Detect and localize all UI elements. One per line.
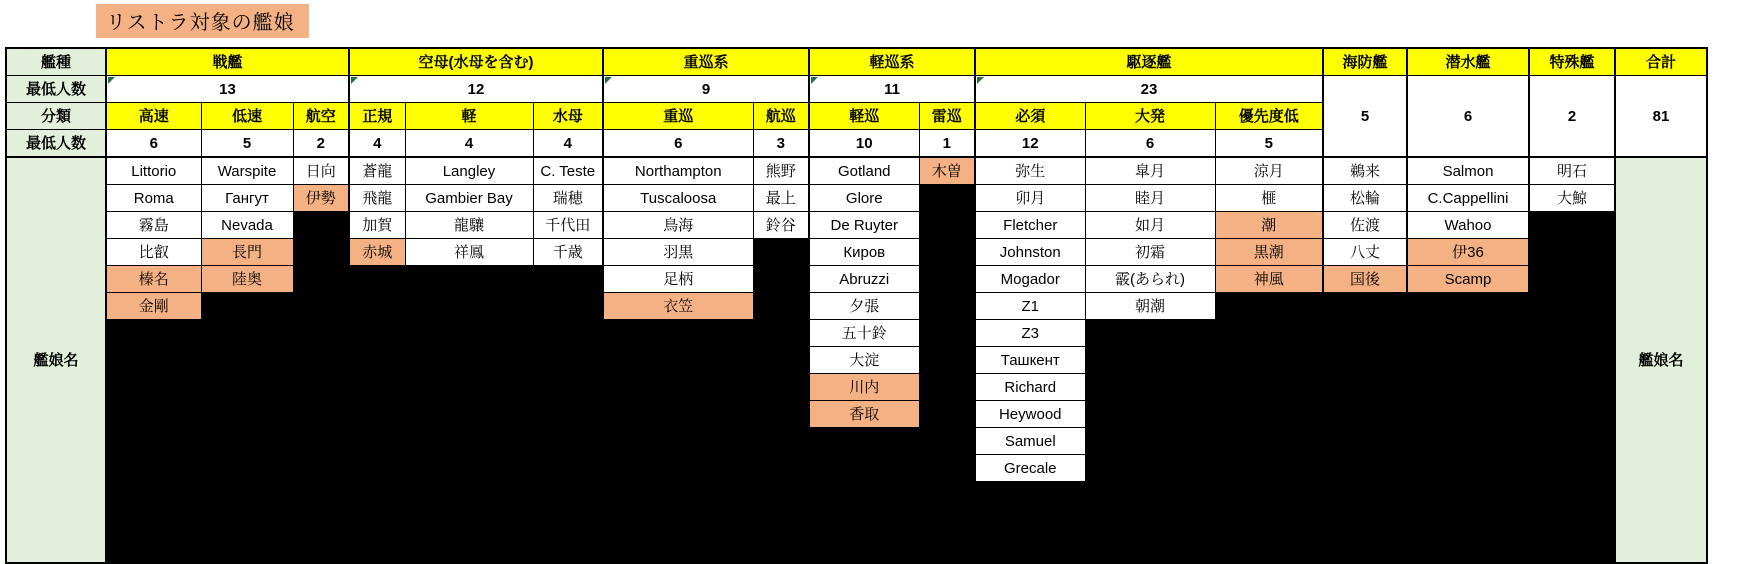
empty-cell-seiki[interactable] <box>349 455 405 482</box>
class-header-seiki[interactable]: 正規 <box>349 103 405 130</box>
empty-cell-kosoku[interactable] <box>106 509 201 536</box>
ship-cell-kojun[interactable]: 鈴谷 <box>753 212 809 239</box>
ship-cell-sensuikan[interactable]: C.Cappellini <box>1407 185 1529 212</box>
empty-cell-kosoku[interactable] <box>106 428 201 455</box>
empty-cell-teisoku[interactable] <box>201 347 293 374</box>
group-header-kaibokan[interactable]: 海防艦 <box>1323 48 1407 76</box>
empty-cell-kei[interactable] <box>405 536 533 564</box>
empty-cell-yusendo-tei[interactable] <box>1215 428 1323 455</box>
empty-cell-jujun[interactable] <box>603 482 753 509</box>
empty-cell-kojun[interactable] <box>753 536 809 564</box>
empty-cell-kaibokan[interactable] <box>1323 320 1407 347</box>
ship-cell-daihatsu[interactable]: 初霜 <box>1085 239 1215 266</box>
empty-cell-jujun[interactable] <box>603 347 753 374</box>
empty-cell-tokushukan[interactable] <box>1529 401 1615 428</box>
ship-cell-kei[interactable]: 龍驤 <box>405 212 533 239</box>
empty-cell-koku[interactable] <box>293 266 349 293</box>
empty-cell-jujun[interactable] <box>603 374 753 401</box>
ship-cell-hissu[interactable]: Johnston <box>975 239 1085 266</box>
ship-cell-seiki[interactable]: 飛龍 <box>349 185 405 212</box>
group-header-kuchikukan[interactable]: 駆逐艦 <box>975 48 1323 76</box>
empty-cell-sensuikan[interactable] <box>1407 320 1529 347</box>
empty-cell-yusendo-tei[interactable] <box>1215 455 1323 482</box>
class-min-teisoku[interactable]: 5 <box>201 130 293 158</box>
empty-cell-kosoku[interactable] <box>106 536 201 564</box>
empty-cell-kaibokan[interactable] <box>1323 482 1407 509</box>
empty-cell-suibo[interactable] <box>533 293 603 320</box>
empty-cell-suibo[interactable] <box>533 509 603 536</box>
class-header-kojun[interactable]: 航巡 <box>753 103 809 130</box>
ship-cell-sensuikan[interactable]: Wahoo <box>1407 212 1529 239</box>
empty-cell-seiki[interactable] <box>349 401 405 428</box>
group-min-keijun-kei[interactable]: 11 <box>809 76 975 103</box>
empty-cell-kei[interactable] <box>405 266 533 293</box>
group-header-keijun-kei[interactable]: 軽巡系 <box>809 48 975 76</box>
empty-cell-suibo[interactable] <box>533 374 603 401</box>
empty-cell-hissu[interactable] <box>975 509 1085 536</box>
ship-cell-koku[interactable]: 日向 <box>293 157 349 185</box>
empty-cell-seiki[interactable] <box>349 293 405 320</box>
empty-cell-yusendo-tei[interactable] <box>1215 320 1323 347</box>
table-body <box>6 157 1707 563</box>
empty-cell-kei[interactable] <box>405 374 533 401</box>
class-header-hissu[interactable]: 必須 <box>975 103 1085 130</box>
empty-cell-suibo[interactable] <box>533 266 603 293</box>
empty-cell-suibo[interactable] <box>533 482 603 509</box>
empty-cell-yusendo-tei[interactable] <box>1215 401 1323 428</box>
group-min-senkan[interactable]: 13 <box>106 76 349 103</box>
empty-cell-daihatsu[interactable] <box>1085 455 1215 482</box>
group-min-gokei[interactable]: 81 <box>1615 76 1707 158</box>
empty-cell-kosoku[interactable] <box>106 374 201 401</box>
ship-cell-sensuikan[interactable]: 伊36 <box>1407 239 1529 266</box>
empty-cell-seiki[interactable] <box>349 536 405 564</box>
ship-cell-hissu[interactable]: Samuel <box>975 428 1085 455</box>
class-min-daihatsu[interactable]: 6 <box>1085 130 1215 158</box>
ship-cell-hissu[interactable]: Ташкент <box>975 347 1085 374</box>
empty-cell-kaibokan[interactable] <box>1323 455 1407 482</box>
empty-cell-raijun[interactable] <box>919 185 975 212</box>
class-min-keijun[interactable]: 10 <box>809 130 919 158</box>
empty-cell-sensuikan[interactable] <box>1407 347 1529 374</box>
class-min-hissu[interactable]: 12 <box>975 130 1085 158</box>
ship-cell-sensuikan[interactable]: Salmon <box>1407 157 1529 185</box>
empty-cell-yusendo-tei[interactable] <box>1215 509 1323 536</box>
empty-cell-yusendo-tei[interactable] <box>1215 374 1323 401</box>
empty-cell-koku[interactable] <box>293 239 349 266</box>
empty-cell-kaibokan[interactable] <box>1323 536 1407 564</box>
empty-cell-koku[interactable] <box>293 455 349 482</box>
empty-cell-teisoku[interactable] <box>201 374 293 401</box>
group-header-kubo[interactable]: 空母(水母を含む) <box>349 48 603 76</box>
empty-cell-teisoku[interactable] <box>201 536 293 564</box>
class-header-daihatsu[interactable]: 大発 <box>1085 103 1215 130</box>
empty-cell-daihatsu[interactable] <box>1085 509 1215 536</box>
ship-cell-jujun[interactable]: 羽黒 <box>603 239 753 266</box>
empty-cell-raijun[interactable] <box>919 482 975 509</box>
ship-cell-suibo[interactable]: 千代田 <box>533 212 603 239</box>
ship-cell-daihatsu[interactable]: 霰(あられ) <box>1085 266 1215 293</box>
ship-cell-kei[interactable]: Langley <box>405 157 533 185</box>
empty-cell-sensuikan[interactable] <box>1407 401 1529 428</box>
empty-cell-jujun[interactable] <box>603 320 753 347</box>
empty-cell-kaibokan[interactable] <box>1323 293 1407 320</box>
row-label-classification[interactable]: 分類 <box>6 103 106 130</box>
ship-cell-yusendo-tei[interactable]: 黒潮 <box>1215 239 1323 266</box>
class-min-koku[interactable]: 2 <box>293 130 349 158</box>
class-min-suibo[interactable]: 4 <box>533 130 603 158</box>
ship-cell-daihatsu[interactable]: 朝潮 <box>1085 293 1215 320</box>
empty-cell-kosoku[interactable] <box>106 455 201 482</box>
row-label-min-count-2[interactable]: 最低人数 <box>6 130 106 158</box>
empty-cell-tokushukan[interactable] <box>1529 536 1615 564</box>
empty-cell-koku[interactable] <box>293 374 349 401</box>
empty-cell-keijun[interactable] <box>809 509 919 536</box>
group-min-sensuikan[interactable]: 6 <box>1407 76 1529 158</box>
class-min-raijun[interactable]: 1 <box>919 130 975 158</box>
empty-cell-suibo[interactable] <box>533 401 603 428</box>
empty-cell-kojun[interactable] <box>753 401 809 428</box>
empty-cell-teisoku[interactable] <box>201 509 293 536</box>
ship-cell-daihatsu[interactable]: 睦月 <box>1085 185 1215 212</box>
empty-cell-kojun[interactable] <box>753 428 809 455</box>
empty-cell-daihatsu[interactable] <box>1085 401 1215 428</box>
empty-cell-tokushukan[interactable] <box>1529 212 1615 239</box>
empty-cell-tokushukan[interactable] <box>1529 374 1615 401</box>
row-label-min-count-1[interactable]: 最低人数 <box>6 76 106 103</box>
ship-cell-hissu[interactable]: Z3 <box>975 320 1085 347</box>
empty-cell-kojun[interactable] <box>753 320 809 347</box>
empty-cell-yusendo-tei[interactable] <box>1215 293 1323 320</box>
group-header-tokushukan[interactable]: 特殊艦 <box>1529 48 1615 76</box>
empty-cell-teisoku[interactable] <box>201 320 293 347</box>
empty-cell-teisoku[interactable] <box>201 401 293 428</box>
empty-cell-koku[interactable] <box>293 320 349 347</box>
empty-cell-daihatsu[interactable] <box>1085 482 1215 509</box>
ship-cell-kaibokan[interactable]: 佐渡 <box>1323 212 1407 239</box>
ship-cell-kojun[interactable]: 最上 <box>753 185 809 212</box>
empty-cell-koku[interactable] <box>293 347 349 374</box>
class-header-kosoku[interactable]: 高速 <box>106 103 201 130</box>
ship-cell-sensuikan[interactable]: Scamp <box>1407 266 1529 293</box>
empty-cell-teisoku[interactable] <box>201 455 293 482</box>
empty-cell-tokushukan[interactable] <box>1529 509 1615 536</box>
empty-cell-kosoku[interactable] <box>106 482 201 509</box>
empty-cell-kosoku[interactable] <box>106 320 201 347</box>
class-header-keijun[interactable]: 軽巡 <box>809 103 919 130</box>
empty-cell-daihatsu[interactable] <box>1085 428 1215 455</box>
empty-cell-kojun[interactable] <box>753 455 809 482</box>
ship-cell-daihatsu[interactable]: 如月 <box>1085 212 1215 239</box>
empty-cell-kaibokan[interactable] <box>1323 374 1407 401</box>
empty-cell-sensuikan[interactable] <box>1407 455 1529 482</box>
ship-cell-seiki[interactable]: 蒼龍 <box>349 157 405 185</box>
empty-cell-koku[interactable] <box>293 212 349 239</box>
empty-cell-raijun[interactable] <box>919 374 975 401</box>
group-min-tokushukan[interactable]: 2 <box>1529 76 1615 158</box>
ship-cell-keijun[interactable]: 香取 <box>809 401 919 428</box>
ship-cell-hissu[interactable]: Fletcher <box>975 212 1085 239</box>
empty-cell-koku[interactable] <box>293 293 349 320</box>
empty-cell-koku[interactable] <box>293 536 349 564</box>
empty-cell-seiki[interactable] <box>349 266 405 293</box>
class-min-kojun[interactable]: 3 <box>753 130 809 158</box>
empty-cell-koku[interactable] <box>293 428 349 455</box>
ship-cell-yusendo-tei[interactable]: 神風 <box>1215 266 1323 293</box>
empty-cell-tokushukan[interactable] <box>1529 266 1615 293</box>
empty-cell-sensuikan[interactable] <box>1407 293 1529 320</box>
ship-cell-hissu[interactable]: Z1 <box>975 293 1085 320</box>
empty-cell-tokushukan[interactable] <box>1529 482 1615 509</box>
empty-cell-keijun[interactable] <box>809 455 919 482</box>
empty-cell-kaibokan[interactable] <box>1323 509 1407 536</box>
row-label-ship-type[interactable]: 艦種 <box>6 48 106 76</box>
empty-cell-kojun[interactable] <box>753 374 809 401</box>
empty-cell-kei[interactable] <box>405 293 533 320</box>
empty-cell-suibo[interactable] <box>533 428 603 455</box>
empty-cell-raijun[interactable] <box>919 320 975 347</box>
class-header-jujun[interactable]: 重巡 <box>603 103 753 130</box>
ship-cell-keijun[interactable]: 大淀 <box>809 347 919 374</box>
ship-cell-kei[interactable]: 祥鳳 <box>405 239 533 266</box>
empty-cell-kojun[interactable] <box>753 347 809 374</box>
ship-cell-suibo[interactable]: 瑞穂 <box>533 185 603 212</box>
empty-cell-seiki[interactable] <box>349 374 405 401</box>
empty-cell-kei[interactable] <box>405 482 533 509</box>
ship-cell-teisoku[interactable]: 長門 <box>201 239 293 266</box>
empty-cell-kei[interactable] <box>405 509 533 536</box>
group-header-jujun-kei[interactable]: 重巡系 <box>603 48 809 76</box>
empty-cell-tokushukan[interactable] <box>1529 293 1615 320</box>
empty-cell-sensuikan[interactable] <box>1407 374 1529 401</box>
ship-cell-yusendo-tei[interactable]: 榧 <box>1215 185 1323 212</box>
ship-cell-koku[interactable]: 伊勢 <box>293 185 349 212</box>
page-title: リストラ対象の艦娘 <box>96 4 309 38</box>
ship-cell-keijun[interactable]: 夕張 <box>809 293 919 320</box>
empty-cell-keijun[interactable] <box>809 482 919 509</box>
empty-cell-sensuikan[interactable] <box>1407 536 1529 564</box>
empty-cell-kei[interactable] <box>405 455 533 482</box>
empty-cell-suibo[interactable] <box>533 320 603 347</box>
ship-cell-kosoku[interactable]: 榛名 <box>106 266 201 293</box>
group-min-kuchikukan[interactable]: 23 <box>975 76 1323 103</box>
ship-cell-kei[interactable]: Gambier Bay <box>405 185 533 212</box>
empty-cell-raijun[interactable] <box>919 509 975 536</box>
empty-cell-daihatsu[interactable] <box>1085 347 1215 374</box>
empty-cell-raijun[interactable] <box>919 536 975 564</box>
ship-cell-kaibokan[interactable]: 国後 <box>1323 266 1407 293</box>
empty-cell-jujun[interactable] <box>603 536 753 564</box>
empty-cell-tokushukan[interactable] <box>1529 428 1615 455</box>
empty-cell-jujun[interactable] <box>603 509 753 536</box>
empty-cell-sensuikan[interactable] <box>1407 482 1529 509</box>
empty-cell-daihatsu[interactable] <box>1085 536 1215 564</box>
ship-cell-kojun[interactable]: 熊野 <box>753 157 809 185</box>
empty-cell-jujun[interactable] <box>603 401 753 428</box>
ship-cell-kosoku[interactable]: 金剛 <box>106 293 201 320</box>
class-header-koku[interactable]: 航空 <box>293 103 349 130</box>
group-header-senkan[interactable]: 戦艦 <box>106 48 349 76</box>
empty-cell-kojun[interactable] <box>753 266 809 293</box>
empty-cell-raijun[interactable] <box>919 401 975 428</box>
empty-cell-keijun[interactable] <box>809 428 919 455</box>
empty-cell-kei[interactable] <box>405 428 533 455</box>
empty-cell-suibo[interactable] <box>533 455 603 482</box>
ship-cell-hissu[interactable]: Grecale <box>975 455 1085 482</box>
ship-cell-kosoku[interactable]: Littorio <box>106 157 201 185</box>
class-header-suibo[interactable]: 水母 <box>533 103 603 130</box>
ship-cell-jujun[interactable]: 足柄 <box>603 266 753 293</box>
ship-cell-kaibokan[interactable]: 松輪 <box>1323 185 1407 212</box>
empty-cell-kojun[interactable] <box>753 293 809 320</box>
empty-cell-jujun[interactable] <box>603 455 753 482</box>
empty-cell-koku[interactable] <box>293 401 349 428</box>
empty-cell-kosoku[interactable] <box>106 401 201 428</box>
class-min-jujun[interactable]: 6 <box>603 130 753 158</box>
empty-cell-keijun[interactable] <box>809 536 919 564</box>
ship-cell-teisoku[interactable]: Гангут <box>201 185 293 212</box>
class-header-teisoku[interactable]: 低速 <box>201 103 293 130</box>
empty-cell-raijun[interactable] <box>919 347 975 374</box>
empty-cell-tokushukan[interactable] <box>1529 455 1615 482</box>
empty-cell-kei[interactable] <box>405 401 533 428</box>
empty-cell-raijun[interactable] <box>919 293 975 320</box>
empty-cell-yusendo-tei[interactable] <box>1215 536 1323 564</box>
ship-cell-keijun[interactable]: 五十鈴 <box>809 320 919 347</box>
row-label-ship-names-right[interactable]: 艦娘名 <box>1615 157 1707 563</box>
empty-cell-seiki[interactable] <box>349 428 405 455</box>
ship-cell-jujun[interactable]: Tuscaloosa <box>603 185 753 212</box>
ship-cell-teisoku[interactable]: Warspite <box>201 157 293 185</box>
class-min-kosoku[interactable]: 6 <box>106 130 201 158</box>
class-min-seiki[interactable]: 4 <box>349 130 405 158</box>
group-min-kaibokan[interactable]: 5 <box>1323 76 1407 158</box>
class-header-kei[interactable]: 軽 <box>405 103 533 130</box>
empty-cell-raijun[interactable] <box>919 212 975 239</box>
empty-cell-raijun[interactable] <box>919 266 975 293</box>
ship-cell-hissu[interactable]: 卯月 <box>975 185 1085 212</box>
empty-cell-suibo[interactable] <box>533 347 603 374</box>
ship-cell-teisoku[interactable]: 陸奥 <box>201 266 293 293</box>
ship-cell-suibo[interactable]: 千歳 <box>533 239 603 266</box>
class-min-kei[interactable]: 4 <box>405 130 533 158</box>
ship-cell-jujun[interactable]: Northampton <box>603 157 753 185</box>
ship-cell-hissu[interactable]: Richard <box>975 374 1085 401</box>
class-header-raijun[interactable]: 雷巡 <box>919 103 975 130</box>
ship-cell-kosoku[interactable]: 霧島 <box>106 212 201 239</box>
group-min-kubo[interactable]: 12 <box>349 76 603 103</box>
empty-cell-seiki[interactable] <box>349 320 405 347</box>
restructure-ship-table <box>5 47 1708 564</box>
empty-cell-daihatsu[interactable] <box>1085 374 1215 401</box>
ship-cell-hissu[interactable]: Heywood <box>975 401 1085 428</box>
empty-cell-kaibokan[interactable] <box>1323 347 1407 374</box>
empty-cell-raijun[interactable] <box>919 239 975 266</box>
ship-cell-teisoku[interactable]: Nevada <box>201 212 293 239</box>
ship-cell-keijun[interactable]: Gotland <box>809 157 919 185</box>
ship-cell-keijun[interactable]: Abruzzi <box>809 266 919 293</box>
ship-cell-kosoku[interactable]: 比叡 <box>106 239 201 266</box>
empty-cell-yusendo-tei[interactable] <box>1215 347 1323 374</box>
empty-cell-sensuikan[interactable] <box>1407 428 1529 455</box>
empty-cell-tokushukan[interactable] <box>1529 239 1615 266</box>
empty-cell-teisoku[interactable] <box>201 293 293 320</box>
ship-cell-raijun[interactable]: 木曽 <box>919 157 975 185</box>
ship-cell-daihatsu[interactable]: 皐月 <box>1085 157 1215 185</box>
empty-cell-jujun[interactable] <box>603 428 753 455</box>
ship-cell-suibo[interactable]: C. Teste <box>533 157 603 185</box>
empty-cell-seiki[interactable] <box>349 482 405 509</box>
ship-cell-jujun[interactable]: 鳥海 <box>603 212 753 239</box>
group-header-sensuikan[interactable]: 潜水艦 <box>1407 48 1529 76</box>
empty-cell-kojun[interactable] <box>753 239 809 266</box>
empty-cell-hissu[interactable] <box>975 482 1085 509</box>
empty-cell-kaibokan[interactable] <box>1323 401 1407 428</box>
ship-cell-seiki[interactable]: 赤城 <box>349 239 405 266</box>
empty-cell-seiki[interactable] <box>349 509 405 536</box>
empty-cell-koku[interactable] <box>293 509 349 536</box>
ship-cell-kosoku[interactable]: Roma <box>106 185 201 212</box>
group-min-jujun-kei[interactable]: 9 <box>603 76 809 103</box>
ship-cell-keijun[interactable]: De Ruyter <box>809 212 919 239</box>
ship-cell-hissu[interactable]: 弥生 <box>975 157 1085 185</box>
ship-cell-tokushukan[interactable]: 大鯨 <box>1529 185 1615 212</box>
empty-cell-kaibokan[interactable] <box>1323 428 1407 455</box>
ship-cell-kaibokan[interactable]: 八丈 <box>1323 239 1407 266</box>
empty-cell-raijun[interactable] <box>919 455 975 482</box>
empty-cell-tokushukan[interactable] <box>1529 320 1615 347</box>
empty-cell-kojun[interactable] <box>753 509 809 536</box>
class-min-yusendo-tei[interactable]: 5 <box>1215 130 1323 158</box>
empty-cell-sensuikan[interactable] <box>1407 509 1529 536</box>
empty-cell-yusendo-tei[interactable] <box>1215 482 1323 509</box>
empty-cell-tokushukan[interactable] <box>1529 347 1615 374</box>
ship-cell-hissu[interactable]: Mogador <box>975 266 1085 293</box>
ship-cell-keijun[interactable]: Glore <box>809 185 919 212</box>
empty-cell-seiki[interactable] <box>349 347 405 374</box>
ship-cell-tokushukan[interactable]: 明石 <box>1529 157 1615 185</box>
class-header-yusendo-tei[interactable]: 優先度低 <box>1215 103 1323 130</box>
ship-cell-keijun[interactable]: 川内 <box>809 374 919 401</box>
ship-cell-keijun[interactable]: Киров <box>809 239 919 266</box>
ship-cell-yusendo-tei[interactable]: 涼月 <box>1215 157 1323 185</box>
empty-cell-daihatsu[interactable] <box>1085 320 1215 347</box>
empty-cell-suibo[interactable] <box>533 536 603 564</box>
row-label-ship-names-left[interactable]: 艦娘名 <box>6 157 106 563</box>
empty-cell-teisoku[interactable] <box>201 482 293 509</box>
ship-cell-jujun[interactable]: 衣笠 <box>603 293 753 320</box>
ship-cell-seiki[interactable]: 加賀 <box>349 212 405 239</box>
empty-cell-koku[interactable] <box>293 482 349 509</box>
empty-cell-kei[interactable] <box>405 320 533 347</box>
empty-cell-kosoku[interactable] <box>106 347 201 374</box>
table-header <box>6 48 1707 157</box>
empty-cell-teisoku[interactable] <box>201 428 293 455</box>
group-header-gokei[interactable]: 合計 <box>1615 48 1707 76</box>
empty-cell-hissu[interactable] <box>975 536 1085 564</box>
ship-cell-yusendo-tei[interactable]: 潮 <box>1215 212 1323 239</box>
empty-cell-kojun[interactable] <box>753 482 809 509</box>
ship-cell-kaibokan[interactable]: 鵜来 <box>1323 157 1407 185</box>
empty-cell-kei[interactable] <box>405 347 533 374</box>
empty-cell-raijun[interactable] <box>919 428 975 455</box>
